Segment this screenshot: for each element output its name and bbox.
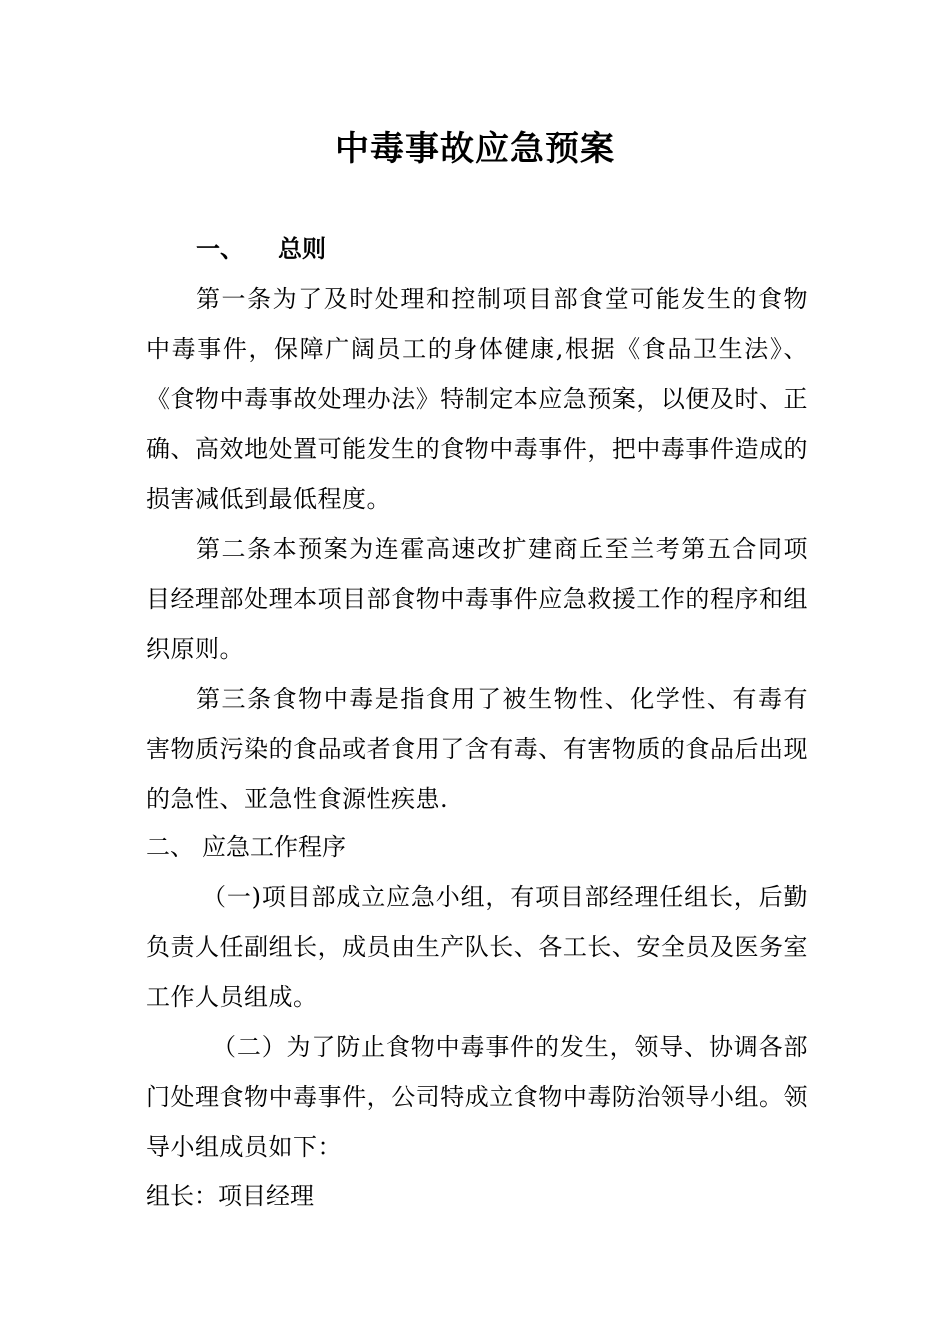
section-title: 应急工作程序 [202,833,346,861]
document-title: 中毒事故应急预案 [335,129,615,169]
section-number: 一、 [196,234,244,263]
article-three-paragraph: 第三条食物中毒是指食用了被生物性、化学性、有毒有害物质污染的食品或者食用了含有毒、有害物质的食品后出现的急性、亚急性食源性疾患. [146,685,808,813]
section-number: 二、 [146,833,194,861]
item-two-paragraph: （二）为了防止食物中毒事件的发生，领导、协调各部门处理食物中毒事件，公司特成立食物中毒防治领导小组。领导小组成员如下： [146,1033,808,1161]
item-one-paragraph: （一)项目部成立应急小组，有项目部经理任组长，后勤负责人任副组长，成员由生产队长、各工长、安全员及医务室工作人员组成。 [146,883,808,1011]
article-two-paragraph: 第二条本预案为连霍高速改扩建商丘至兰考第五合同项目经理部处理本项目部食物中毒事件应急救援工作的程序和组织原则。 [146,535,808,663]
leader-line: 组长：项目经理 [146,1182,314,1210]
section-heading-general [196,229,326,269]
section-title: 总则 [278,234,326,263]
section-heading-procedure [146,825,346,869]
article-one-paragraph: 第一条为了及时处理和控制项目部食堂可能发生的食物中毒事件，保障广阔员工的身体健康,根据《食品卫生法》、《食物中毒事故处理办法》特制定本应急预案，以便及时、正确、高效地处置可能发生的食物中毒事件，把中毒事件造成的损害减低到最低程度。 [146,285,808,513]
